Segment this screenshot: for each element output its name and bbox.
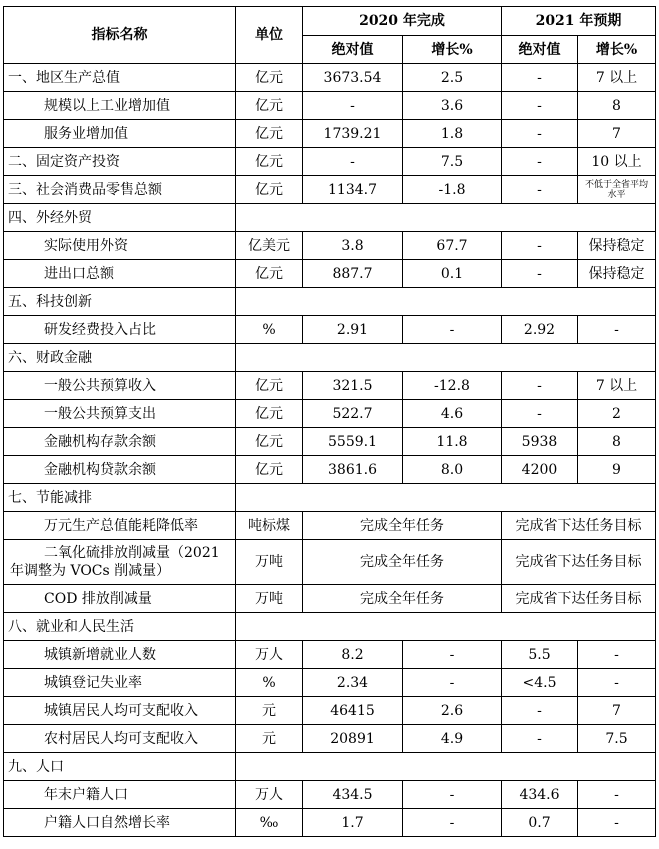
table-row	[4, 372, 656, 400]
merged-2021-cell: 完成省下达任务目标	[502, 540, 656, 585]
section-row	[4, 484, 656, 512]
indicator-name: 户籍人口自然增长率	[4, 809, 236, 837]
table-row	[4, 725, 656, 753]
indicator-name: 一般公共预算支出	[4, 400, 236, 428]
table-row	[4, 400, 656, 428]
unit-cell: %	[236, 316, 303, 344]
growth-2021-cell: -	[578, 316, 656, 344]
header-2020-absolute: 绝对值	[303, 36, 403, 64]
abs-2021-cell: -	[502, 176, 578, 204]
abs-2021-cell: -	[502, 400, 578, 428]
growth-2021-cell: -	[578, 809, 656, 837]
unit-cell: 亿元	[236, 372, 303, 400]
merged-2020-cell: 完成全年任务	[303, 512, 502, 540]
unit-cell: 亿元	[236, 428, 303, 456]
section-title: 九、人口	[4, 753, 236, 781]
indicator-name: COD 排放削减量	[4, 585, 236, 613]
section-blank	[236, 484, 656, 512]
abs-2020-cell: 434.5	[303, 781, 403, 809]
growth-2020-cell: 4.6	[403, 400, 502, 428]
header-2021-growth: 增长%	[578, 36, 656, 64]
growth-2021-cell: -	[578, 641, 656, 669]
table-row	[4, 176, 656, 204]
growth-2021-cell: 8	[578, 92, 656, 120]
abs-2020-cell: 5559.1	[303, 428, 403, 456]
growth-2020-cell: 2.6	[403, 697, 502, 725]
growth-2021-cell: -	[578, 669, 656, 697]
abs-2021-cell: -	[502, 120, 578, 148]
growth-2021-cell: 8	[578, 428, 656, 456]
indicator-name: 城镇新增就业人数	[4, 641, 236, 669]
abs-2021-cell: -	[502, 372, 578, 400]
unit-cell: 亿元	[236, 64, 303, 92]
growth-2020-cell: 0.1	[403, 260, 502, 288]
growth-2021-cell: 7 以上	[578, 64, 656, 92]
indicator-name: 进出口总额	[4, 260, 236, 288]
indicator-name: 城镇居民人均可支配收入	[4, 697, 236, 725]
unit-cell: 万吨	[236, 585, 303, 613]
abs-2020-cell: 1134.7	[303, 176, 403, 204]
indicator-name: 农村居民人均可支配收入	[4, 725, 236, 753]
indicator-name: 服务业增加值	[4, 120, 236, 148]
abs-2020-cell: 887.7	[303, 260, 403, 288]
indicator-table	[3, 6, 656, 837]
section-blank	[236, 613, 656, 641]
abs-2021-cell: -	[502, 64, 578, 92]
abs-2020-cell: 20891	[303, 725, 403, 753]
section-blank	[236, 753, 656, 781]
growth-2021-cell: 保持稳定	[578, 232, 656, 260]
unit-cell: 亿元	[236, 120, 303, 148]
indicator-name: 金融机构贷款余额	[4, 456, 236, 484]
table-row	[4, 232, 656, 260]
abs-2021-cell: -	[502, 260, 578, 288]
growth-2021-cell: 10 以上	[578, 148, 656, 176]
section-row	[4, 753, 656, 781]
abs-2020-cell: 1739.21	[303, 120, 403, 148]
merged-2021-cell: 完成省下达任务目标	[502, 512, 656, 540]
growth-2021-cell: 7.5	[578, 725, 656, 753]
unit-cell: 亿元	[236, 148, 303, 176]
table-row	[4, 697, 656, 725]
growth-2021-cell: 7 以上	[578, 372, 656, 400]
indicator-name: 实际使用外资	[4, 232, 236, 260]
growth-2020-cell: 4.9	[403, 725, 502, 753]
indicator-name: 规模以上工业增加值	[4, 92, 236, 120]
abs-2021-cell: -	[502, 148, 578, 176]
table-row	[4, 428, 656, 456]
header-unit: 单位	[236, 7, 303, 64]
table-row	[4, 456, 656, 484]
abs-2021-cell: 434.6	[502, 781, 578, 809]
merged-2020-cell: 完成全年任务	[303, 585, 502, 613]
table-row	[4, 781, 656, 809]
indicator-name: 一般公共预算收入	[4, 372, 236, 400]
growth-2021-cell: 7	[578, 697, 656, 725]
abs-2021-cell: 4200	[502, 456, 578, 484]
indicator-name: 万元生产总值能耗降低率	[4, 512, 236, 540]
indicator-name: 研发经费投入占比	[4, 316, 236, 344]
table-row	[4, 120, 656, 148]
growth-2020-cell: 2.5	[403, 64, 502, 92]
unit-cell: 万吨	[236, 540, 303, 585]
abs-2020-cell: -	[303, 148, 403, 176]
unit-cell: 亿元	[236, 400, 303, 428]
abs-2020-cell: 8.2	[303, 641, 403, 669]
section-title: 四、外经外贸	[4, 204, 236, 232]
abs-2020-cell: 1.7	[303, 809, 403, 837]
section-title: 六、财政金融	[4, 344, 236, 372]
growth-2020-cell: 1.8	[403, 120, 502, 148]
growth-2020-cell: 67.7	[403, 232, 502, 260]
unit-cell: 亿元	[236, 176, 303, 204]
table-row	[4, 260, 656, 288]
growth-2020-cell: -12.8	[403, 372, 502, 400]
table-row	[4, 641, 656, 669]
growth-2020-cell: -1.8	[403, 176, 502, 204]
section-row	[4, 613, 656, 641]
unit-cell: 吨标煤	[236, 512, 303, 540]
growth-2020-cell: 7.5	[403, 148, 502, 176]
abs-2020-cell: 46415	[303, 697, 403, 725]
growth-2021-cell: 不低于全省平均水平	[578, 176, 656, 204]
indicator-name: 金融机构存款余额	[4, 428, 236, 456]
indicator-name: 二氧化硫排放削减量（2021 年调整为 VOCs 削减量）	[4, 540, 236, 585]
header-2020-complete: 2020 年完成	[303, 7, 502, 36]
abs-2020-cell: 3673.54	[303, 64, 403, 92]
table-row	[4, 92, 656, 120]
growth-2021-cell: 7	[578, 120, 656, 148]
section-title: 八、就业和人民生活	[4, 613, 236, 641]
abs-2020-cell: 321.5	[303, 372, 403, 400]
unit-cell: 万人	[236, 641, 303, 669]
abs-2021-cell: -	[502, 92, 578, 120]
unit-cell: 万人	[236, 781, 303, 809]
growth-2020-cell: 11.8	[403, 428, 502, 456]
section-blank	[236, 288, 656, 316]
abs-2021-cell: 5.5	[502, 641, 578, 669]
header-indicator-name: 指标名称	[4, 7, 236, 64]
abs-2020-cell: 3861.6	[303, 456, 403, 484]
table-row	[4, 585, 656, 613]
section-title: 五、科技创新	[4, 288, 236, 316]
indicator-name: 城镇登记失业率	[4, 669, 236, 697]
table-row	[4, 64, 656, 92]
growth-2021-cell: 保持稳定	[578, 260, 656, 288]
abs-2021-cell: <4.5	[502, 669, 578, 697]
growth-2021-cell: 2	[578, 400, 656, 428]
abs-2020-cell: 3.8	[303, 232, 403, 260]
unit-cell: 元	[236, 697, 303, 725]
table-row	[4, 669, 656, 697]
abs-2020-cell: 522.7	[303, 400, 403, 428]
unit-cell: 亿美元	[236, 232, 303, 260]
unit-cell: 亿元	[236, 92, 303, 120]
merged-2021-cell: 完成省下达任务目标	[502, 585, 656, 613]
growth-2020-cell: 3.6	[403, 92, 502, 120]
section-row	[4, 288, 656, 316]
table-row	[4, 148, 656, 176]
section-blank	[236, 204, 656, 232]
growth-2020-cell: -	[403, 316, 502, 344]
merged-2020-cell: 完成全年任务	[303, 540, 502, 585]
unit-cell: ‰	[236, 809, 303, 837]
abs-2021-cell: 5938	[502, 428, 578, 456]
section-row	[4, 344, 656, 372]
section-row	[4, 204, 656, 232]
header-2020-growth: 增长%	[403, 36, 502, 64]
table-row	[4, 512, 656, 540]
growth-2021-cell: 9	[578, 456, 656, 484]
growth-2020-cell: -	[403, 781, 502, 809]
abs-2020-cell: 2.91	[303, 316, 403, 344]
abs-2021-cell: -	[502, 697, 578, 725]
growth-2020-cell: -	[403, 641, 502, 669]
abs-2021-cell: -	[502, 232, 578, 260]
abs-2021-cell: -	[502, 725, 578, 753]
unit-cell: %	[236, 669, 303, 697]
indicator-name: 三、社会消费品零售总额	[4, 176, 236, 204]
abs-2020-cell: -	[303, 92, 403, 120]
unit-cell: 元	[236, 725, 303, 753]
indicator-name: 年末户籍人口	[4, 781, 236, 809]
table-row	[4, 316, 656, 344]
section-title: 七、节能减排	[4, 484, 236, 512]
section-blank	[236, 344, 656, 372]
indicator-name: 二、固定资产投资	[4, 148, 236, 176]
unit-cell: 亿元	[236, 456, 303, 484]
unit-cell: 亿元	[236, 260, 303, 288]
table-row	[4, 809, 656, 837]
abs-2021-cell: 0.7	[502, 809, 578, 837]
table-row	[4, 540, 656, 585]
header-2021-expected: 2021 年预期	[502, 7, 656, 36]
growth-2020-cell: -	[403, 669, 502, 697]
indicator-name: 一、地区生产总值	[4, 64, 236, 92]
growth-2020-cell: -	[403, 809, 502, 837]
abs-2021-cell: 2.92	[502, 316, 578, 344]
abs-2020-cell: 2.34	[303, 669, 403, 697]
growth-2021-cell: -	[578, 781, 656, 809]
growth-2020-cell: 8.0	[403, 456, 502, 484]
header-2021-absolute: 绝对值	[502, 36, 578, 64]
